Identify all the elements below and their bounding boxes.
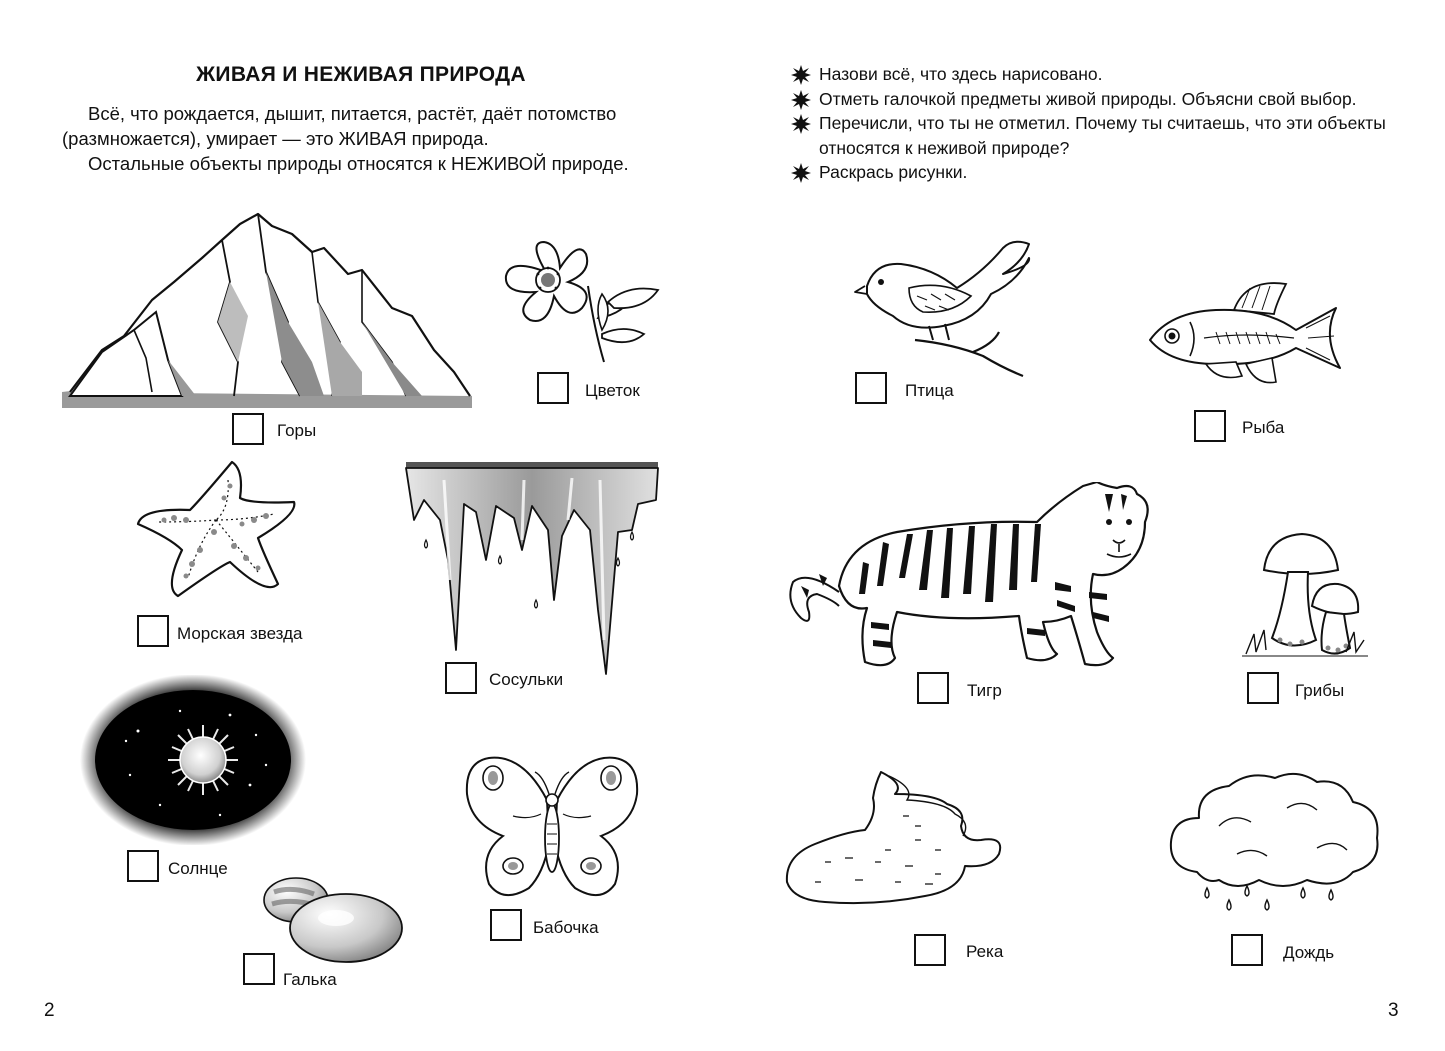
butterfly-illustration (463, 754, 641, 904)
flower-label: Цветок (585, 381, 640, 400)
tiger-illustration (787, 482, 1167, 676)
mushrooms-checkbox[interactable] (1247, 672, 1279, 704)
fish-illustration (1146, 278, 1346, 398)
star-burst-icon (791, 90, 811, 110)
page-number-right: 3 (1388, 1000, 1399, 1021)
icicles-checkbox[interactable] (445, 662, 477, 694)
fish-checkbox[interactable] (1194, 410, 1226, 442)
left-page (0, 0, 722, 1051)
mushrooms-label: Грибы (1295, 681, 1345, 700)
intro-line-1: Всё, что рождается, дышит, питается, растёт, даёт потомство (88, 103, 617, 124)
river-checkbox[interactable] (914, 934, 946, 966)
bird-checkbox[interactable] (855, 372, 887, 404)
task-item: Перечисли, что ты не отметил. Почему ты считаешь, что эти объекты (791, 111, 1411, 136)
tiger-checkbox[interactable] (917, 672, 949, 704)
sun-checkbox[interactable] (127, 850, 159, 882)
mushrooms-illustration (1242, 532, 1370, 662)
rain-illustration (1167, 768, 1385, 914)
sun-illustration (80, 675, 306, 845)
starfish-label: Морская звезда (177, 624, 303, 643)
intro-text (62, 101, 667, 176)
task-item: Отметь галочкой предметы живой природы. Объясни свой выбор. (791, 87, 1411, 112)
task-item: Раскрась рисунки. (791, 160, 1411, 185)
star-burst-icon (791, 163, 811, 183)
task-item: Назови всё, что здесь нарисовано. (791, 62, 1411, 87)
mountains-checkbox[interactable] (232, 413, 264, 445)
page-number-left: 2 (44, 1000, 55, 1021)
tiger-label: Тигр (967, 681, 1002, 700)
intro-line-3: Остальные объекты природы относятся к НЕЖИВОЙ природе. (88, 153, 629, 174)
rain-checkbox[interactable] (1231, 934, 1263, 966)
pebbles-illustration (262, 872, 404, 966)
mountains-illustration (62, 212, 474, 408)
pebbles-checkbox[interactable] (243, 953, 275, 985)
intro-line-2: (размножается), умирает — это ЖИВАЯ природа. (62, 128, 489, 149)
star-burst-icon (791, 114, 811, 134)
rain-label: Дождь (1283, 943, 1335, 962)
page-title: ЖИВАЯ И НЕЖИВАЯ ПРИРОДА (196, 63, 526, 86)
star-burst-icon (791, 65, 811, 85)
task-list (791, 62, 1411, 185)
right-page (723, 0, 1445, 1051)
starfish-checkbox[interactable] (137, 615, 169, 647)
sun-label: Солнце (168, 859, 228, 878)
river-label: Река (966, 942, 1004, 961)
task-item-continuation: относятся к неживой природе? (819, 137, 1070, 158)
flower-illustration (498, 238, 663, 364)
icicles-label: Сосульки (489, 670, 564, 689)
bird-label: Птица (905, 381, 954, 400)
pebbles-label: Галька (283, 970, 337, 989)
flower-checkbox[interactable] (537, 372, 569, 404)
fish-label: Рыба (1242, 418, 1285, 437)
mountains-label: Горы (277, 421, 317, 440)
icicles-illustration (404, 460, 660, 676)
bird-illustration (853, 236, 1035, 378)
starfish-illustration (134, 458, 300, 600)
butterfly-label: Бабочка (533, 918, 599, 937)
river-illustration (785, 770, 1011, 912)
butterfly-checkbox[interactable] (490, 909, 522, 941)
